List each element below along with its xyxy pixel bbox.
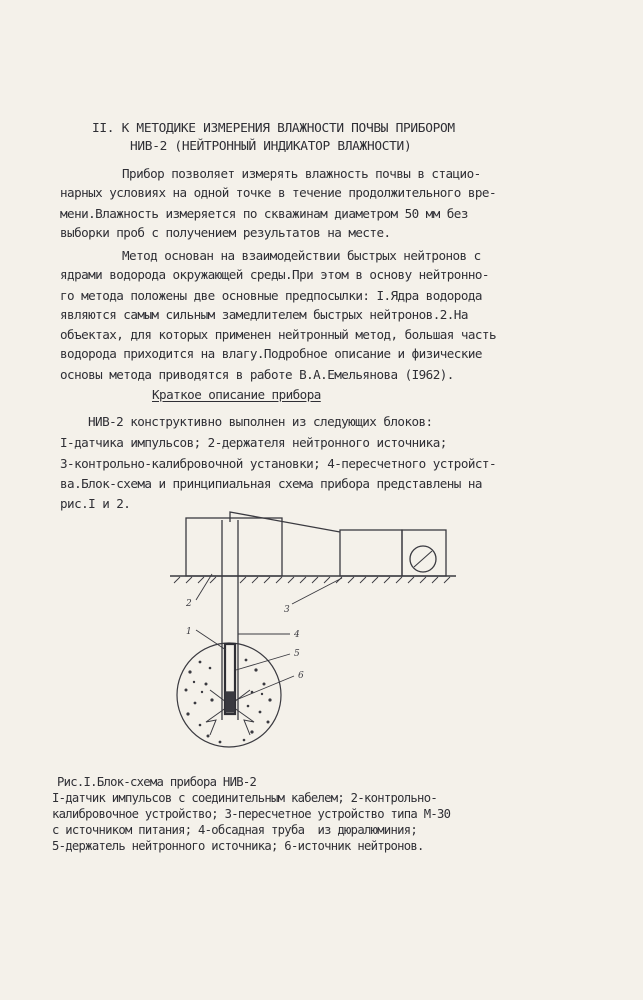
connecting-cable	[230, 512, 340, 532]
paragraph-line: Метод основан на взаимодействии быстрых нейтронов с	[122, 248, 481, 263]
paragraph-line: являются самым сильным замедлителем быстрых нейтронов.2.На	[60, 307, 468, 322]
power-supply-box	[402, 530, 446, 576]
ground-hatching	[174, 577, 450, 583]
paragraph-line: го метода положены две основные предпосылки: I.Ядра водорода	[60, 288, 482, 303]
leader-line-3	[292, 578, 342, 604]
source-holder	[226, 692, 234, 712]
paragraph-line: водорода приходится на влагу.Подробное описание и физические	[60, 346, 482, 361]
paragraph-line: I-датчика импульсов; 2-держателя нейтронного источника;	[60, 435, 447, 450]
paragraph-line: нарных условиях на одной точке в течение продолжительного вре-	[60, 185, 496, 200]
label-4: 4	[294, 630, 300, 640]
figure-caption-title: Рис.I.Блок-схема прибора НИВ-2	[57, 775, 257, 789]
paragraph-line: рис.I и 2.	[60, 496, 131, 511]
leader-line-2	[196, 574, 212, 600]
label-2: 2	[186, 599, 192, 609]
caption-line: 5-держатель нейтронного источника; 6-источник нейтронов.	[52, 839, 424, 853]
label-3: 3	[284, 605, 290, 615]
leader-line-6	[236, 676, 294, 700]
paragraph-line: Прибор позволяет измерять влажность почвы в стацио-	[122, 166, 481, 181]
paragraph-line: мени.Влажность измеряется по скважинам диаметром 50 мм без	[60, 206, 468, 221]
label-6: 6	[298, 671, 304, 681]
caption-line: I-датчик импульсов с соединительным кабелем; 2-контрольно-	[52, 791, 437, 805]
section-heading-line2: НИВ-2 (НЕЙТРОННЫЙ ИНДИКАТОР ВЛАЖНОСТИ)	[130, 139, 412, 154]
paragraph-line: выборки проб с получением результатов на месте.	[60, 225, 391, 240]
paragraph-line: ядрами водорода окружающей среды.При этом в основу нейтронно-	[60, 267, 489, 282]
subheading: Краткое описание прибора	[152, 387, 321, 402]
caption-line: калибровочное устройство; 3-пересчетное устройство типа М-30	[52, 807, 451, 821]
section-heading-line1: II. К МЕТОДИКЕ ИЗМЕРЕНИЯ ВЛАЖНОСТИ ПОЧВЫ ПРИБОРОМ	[92, 121, 455, 136]
counting-device-box	[340, 530, 402, 576]
paragraph-line: 3-контрольно-калибровочной установки; 4-пересчетного устройст-	[60, 456, 496, 471]
label-5: 5	[294, 649, 300, 659]
paragraph-line: НИВ-2 конструктивно выполнен из следующих блоков:	[88, 414, 433, 429]
paragraph-line: ва.Блок-схема и принципиальная схема прибора представлены на	[60, 476, 482, 491]
paragraph-line: основы метода приводятся в работе В.А.Емельянова (I962).	[60, 367, 454, 382]
label-1: 1	[186, 627, 192, 637]
calibration-device-box	[186, 518, 282, 576]
caption-line: с источником питания; 4-обсадная труба из дюралюминия;	[52, 823, 418, 837]
paragraph-line: объектах, для которых применен нейтронный метод, большая часть	[60, 327, 496, 342]
